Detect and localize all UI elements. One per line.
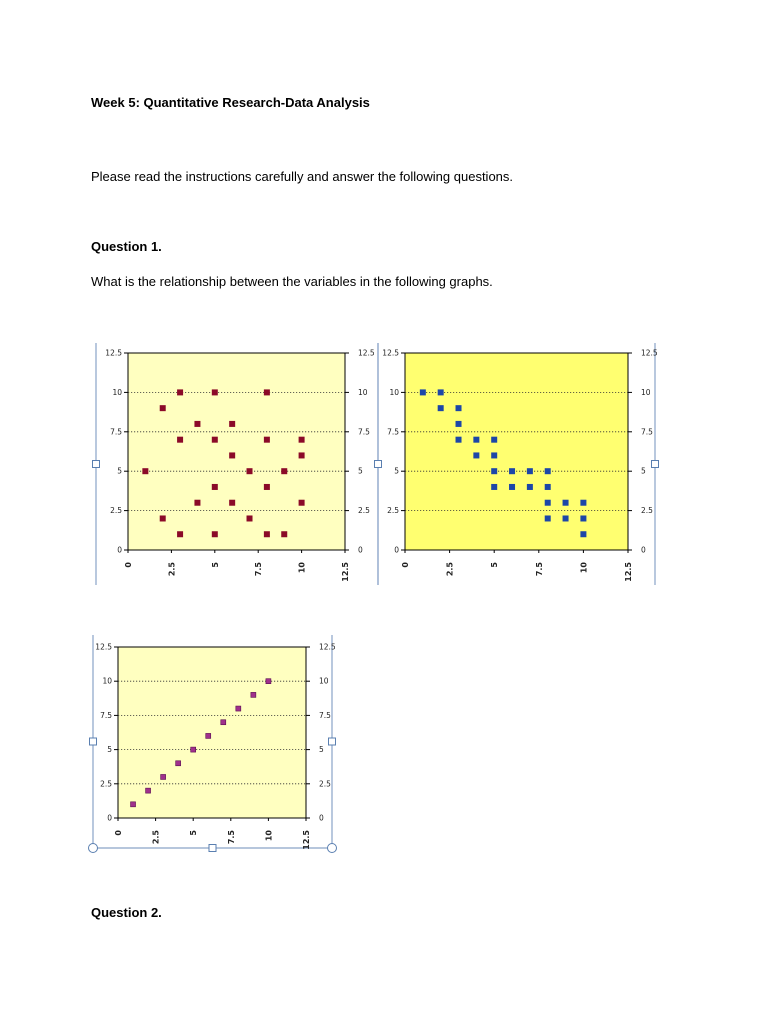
x-tick-label: 5	[490, 562, 500, 568]
data-point	[206, 733, 211, 738]
data-point	[221, 720, 226, 725]
x-tick-label: 2.5	[151, 830, 161, 845]
x-tick-label: 10	[579, 562, 589, 574]
y-tick-label: 2.5	[100, 779, 112, 789]
y-tick-label: 5	[394, 466, 399, 476]
y-tick-label: 2.5	[387, 506, 399, 516]
y-tick-label-right: 5	[641, 466, 646, 476]
data-point	[236, 706, 241, 711]
x-tick-label: 12.5	[302, 830, 311, 850]
x-tick-label: 7.5	[226, 830, 236, 845]
x-tick-label: 5	[210, 562, 220, 568]
y-tick-label-right: 10	[358, 387, 368, 397]
y-tick-label: 7.5	[100, 710, 112, 720]
y-tick-label-right: 12.5	[319, 642, 336, 652]
x-tick-label: 7.5	[534, 562, 544, 577]
y-tick-label: 12.5	[105, 348, 122, 358]
x-tick-label: 10	[297, 562, 307, 574]
x-tick-label: 2.5	[445, 562, 455, 577]
y-tick-label-right: 2.5	[358, 506, 370, 516]
question-1-heading: Question 1.	[91, 239, 162, 254]
data-point	[131, 802, 136, 807]
y-tick-label-right: 5	[358, 466, 363, 476]
x-tick-label: 10	[264, 830, 274, 842]
y-tick-label-right: 0	[319, 813, 324, 823]
page-title: Week 5: Quantitative Research-Data Analysis	[91, 95, 370, 110]
y-tick-label-right: 12.5	[358, 348, 375, 358]
y-tick-label-right: 10	[319, 676, 329, 686]
x-tick-label: 7.5	[254, 562, 264, 577]
y-tick-label: 7.5	[387, 427, 399, 437]
data-point	[146, 788, 151, 793]
x-tick-label: 12.5	[624, 562, 633, 582]
y-tick-label-right: 12.5	[641, 348, 658, 358]
y-tick-label-right: 0	[358, 545, 363, 555]
x-tick-label: 2.5	[167, 562, 177, 577]
x-tick-label: 0	[124, 562, 133, 568]
y-tick-label-right: 7.5	[319, 710, 331, 720]
x-tick-label: 12.5	[341, 562, 350, 582]
instructions-text: Please read the instructions carefully and answer the following questions.	[91, 169, 514, 184]
question-2-heading: Question 2.	[91, 905, 162, 920]
y-tick-label-right: 2.5	[319, 779, 331, 789]
y-tick-label: 5	[107, 745, 112, 755]
resize-handle-left	[90, 738, 97, 745]
y-tick-label-right: 0	[641, 545, 646, 555]
y-tick-label-right: 2.5	[641, 506, 653, 516]
resize-handle-bottom-right	[328, 844, 337, 853]
y-tick-label: 10	[102, 676, 112, 686]
resize-handle-right	[329, 738, 336, 745]
y-tick-label-right: 7.5	[641, 427, 653, 437]
y-tick-label: 12.5	[382, 348, 399, 358]
y-tick-label: 0	[394, 545, 399, 555]
y-tick-label: 0	[107, 813, 112, 823]
y-tick-label: 10	[389, 387, 399, 397]
y-tick-label: 7.5	[110, 427, 122, 437]
data-point	[176, 761, 181, 766]
y-tick-label-right: 7.5	[358, 427, 370, 437]
x-tick-label: 0	[401, 562, 410, 568]
question-1-text: What is the relationship between the variables in the following graphs.	[91, 274, 493, 289]
y-tick-label-right: 10	[641, 387, 651, 397]
resize-handle-bottom-left	[89, 844, 98, 853]
x-tick-label: 0	[114, 830, 123, 836]
y-tick-label: 5	[117, 466, 122, 476]
data-point	[266, 679, 271, 684]
x-tick-label: 5	[189, 830, 199, 836]
y-tick-label: 10	[112, 387, 122, 397]
y-tick-label: 0	[117, 545, 122, 555]
y-tick-label: 2.5	[110, 506, 122, 516]
y-tick-label-right: 5	[319, 745, 324, 755]
data-point	[251, 692, 256, 697]
data-point	[191, 747, 196, 752]
y-tick-label: 12.5	[95, 642, 112, 652]
data-point	[161, 774, 166, 779]
resize-handle-bottom	[209, 845, 216, 852]
